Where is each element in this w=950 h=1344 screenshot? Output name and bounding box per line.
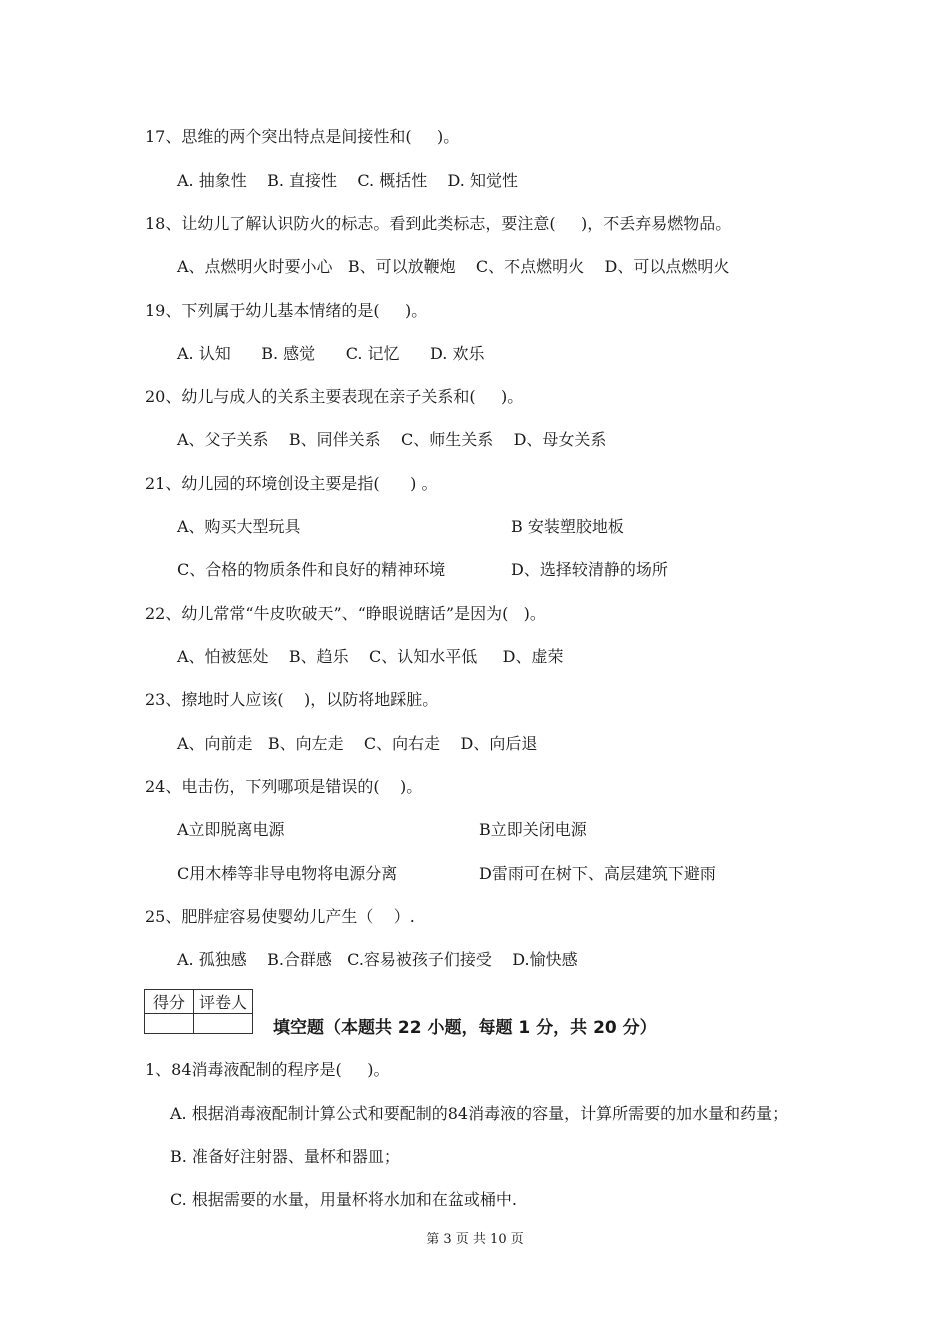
- question-20-options: A、父子关系 B、同伴关系 C、师生关系 D、母女关系: [177, 430, 607, 449]
- question-23: 23、擦地时人应该( )，以防将地踩脏。: [145, 690, 439, 709]
- fill-question-1-item-b: B. 准备好注射器、量杯和器皿；: [170, 1147, 400, 1166]
- question-18: 18、让幼儿了解认识防火的标志。看到此类标志，要注意( )，不丢弃易燃物品。: [145, 214, 732, 233]
- question-25-options: A. 孤独感 B.合群感 C.容易被孩子们接受 D.愉快感: [177, 950, 578, 969]
- question-21-option-d: D、选择较清静的场所: [511, 560, 668, 579]
- fill-question-1-item-a: A. 根据消毒液配制计算公式和要配制的84消毒液的容量，计算所需要的加水量和药量；: [170, 1104, 789, 1123]
- question-24-option-c: C用木棒等非导电物将电源分离: [177, 864, 398, 883]
- question-24: 24、电击伤，下列哪项是错误的( )。: [145, 777, 423, 796]
- question-23-options: A、向前走 B、向左走 C、向右走 D、向后退: [177, 734, 538, 753]
- score-header: 得分: [145, 990, 194, 1014]
- fill-question-1-item-c: C. 根据需要的水量，用量杯将水加和在盆或桶中.: [170, 1190, 517, 1209]
- question-24-option-a: A立即脱离电源: [177, 820, 285, 839]
- question-24-option-b: B立即关闭电源: [479, 820, 587, 839]
- question-19-options: A. 认知 B. 感觉 C. 记忆 D. 欢乐: [177, 344, 485, 363]
- question-21-option-a: A、购买大型玩具: [177, 517, 301, 536]
- question-18-options: A、点燃明火时要小心 B、可以放鞭炮 C、不点燃明火 D、可以点燃明火: [177, 257, 730, 276]
- question-17: 17、思维的两个突出特点是间接性和( )。: [145, 127, 460, 146]
- grader-cell: [194, 1014, 253, 1034]
- question-21: 21、幼儿园的环境创设主要是指( ) 。: [145, 474, 438, 493]
- grader-header: 评卷人: [194, 990, 253, 1014]
- fill-question-1: 1、84消毒液配制的程序是( )。: [145, 1060, 390, 1079]
- question-20: 20、幼儿与成人的关系主要表现在亲子关系和( )。: [145, 387, 524, 406]
- section-title: 填空题（本题共 22 小题，每题 1 分，共 20 分）: [273, 1018, 657, 1038]
- question-21-option-b: B 安装塑胶地板: [511, 517, 624, 536]
- question-24-option-d: D雷雨可在树下、高层建筑下避雨: [479, 864, 716, 883]
- question-21-option-c: C、合格的物质条件和良好的精神环境: [177, 560, 446, 579]
- question-19: 19、下列属于幼儿基本情绪的是( )。: [145, 301, 428, 320]
- question-22: 22、幼儿常常“牛皮吹破天”、“睁眼说瞎话”是因为( )。: [145, 604, 546, 623]
- score-table: [144, 989, 253, 1034]
- page-footer: 第 3 页 共 10 页: [426, 1232, 524, 1247]
- score-cell: [145, 1014, 194, 1034]
- question-22-options: A、怕被惩处 B、趋乐 C、认知水平低 D、虚荣: [177, 647, 564, 666]
- question-17-options: A. 抽象性 B. 直接性 C. 概括性 D. 知觉性: [177, 171, 518, 190]
- question-25: 25、肥胖症容易使婴幼儿产生（ ）.: [145, 907, 415, 926]
